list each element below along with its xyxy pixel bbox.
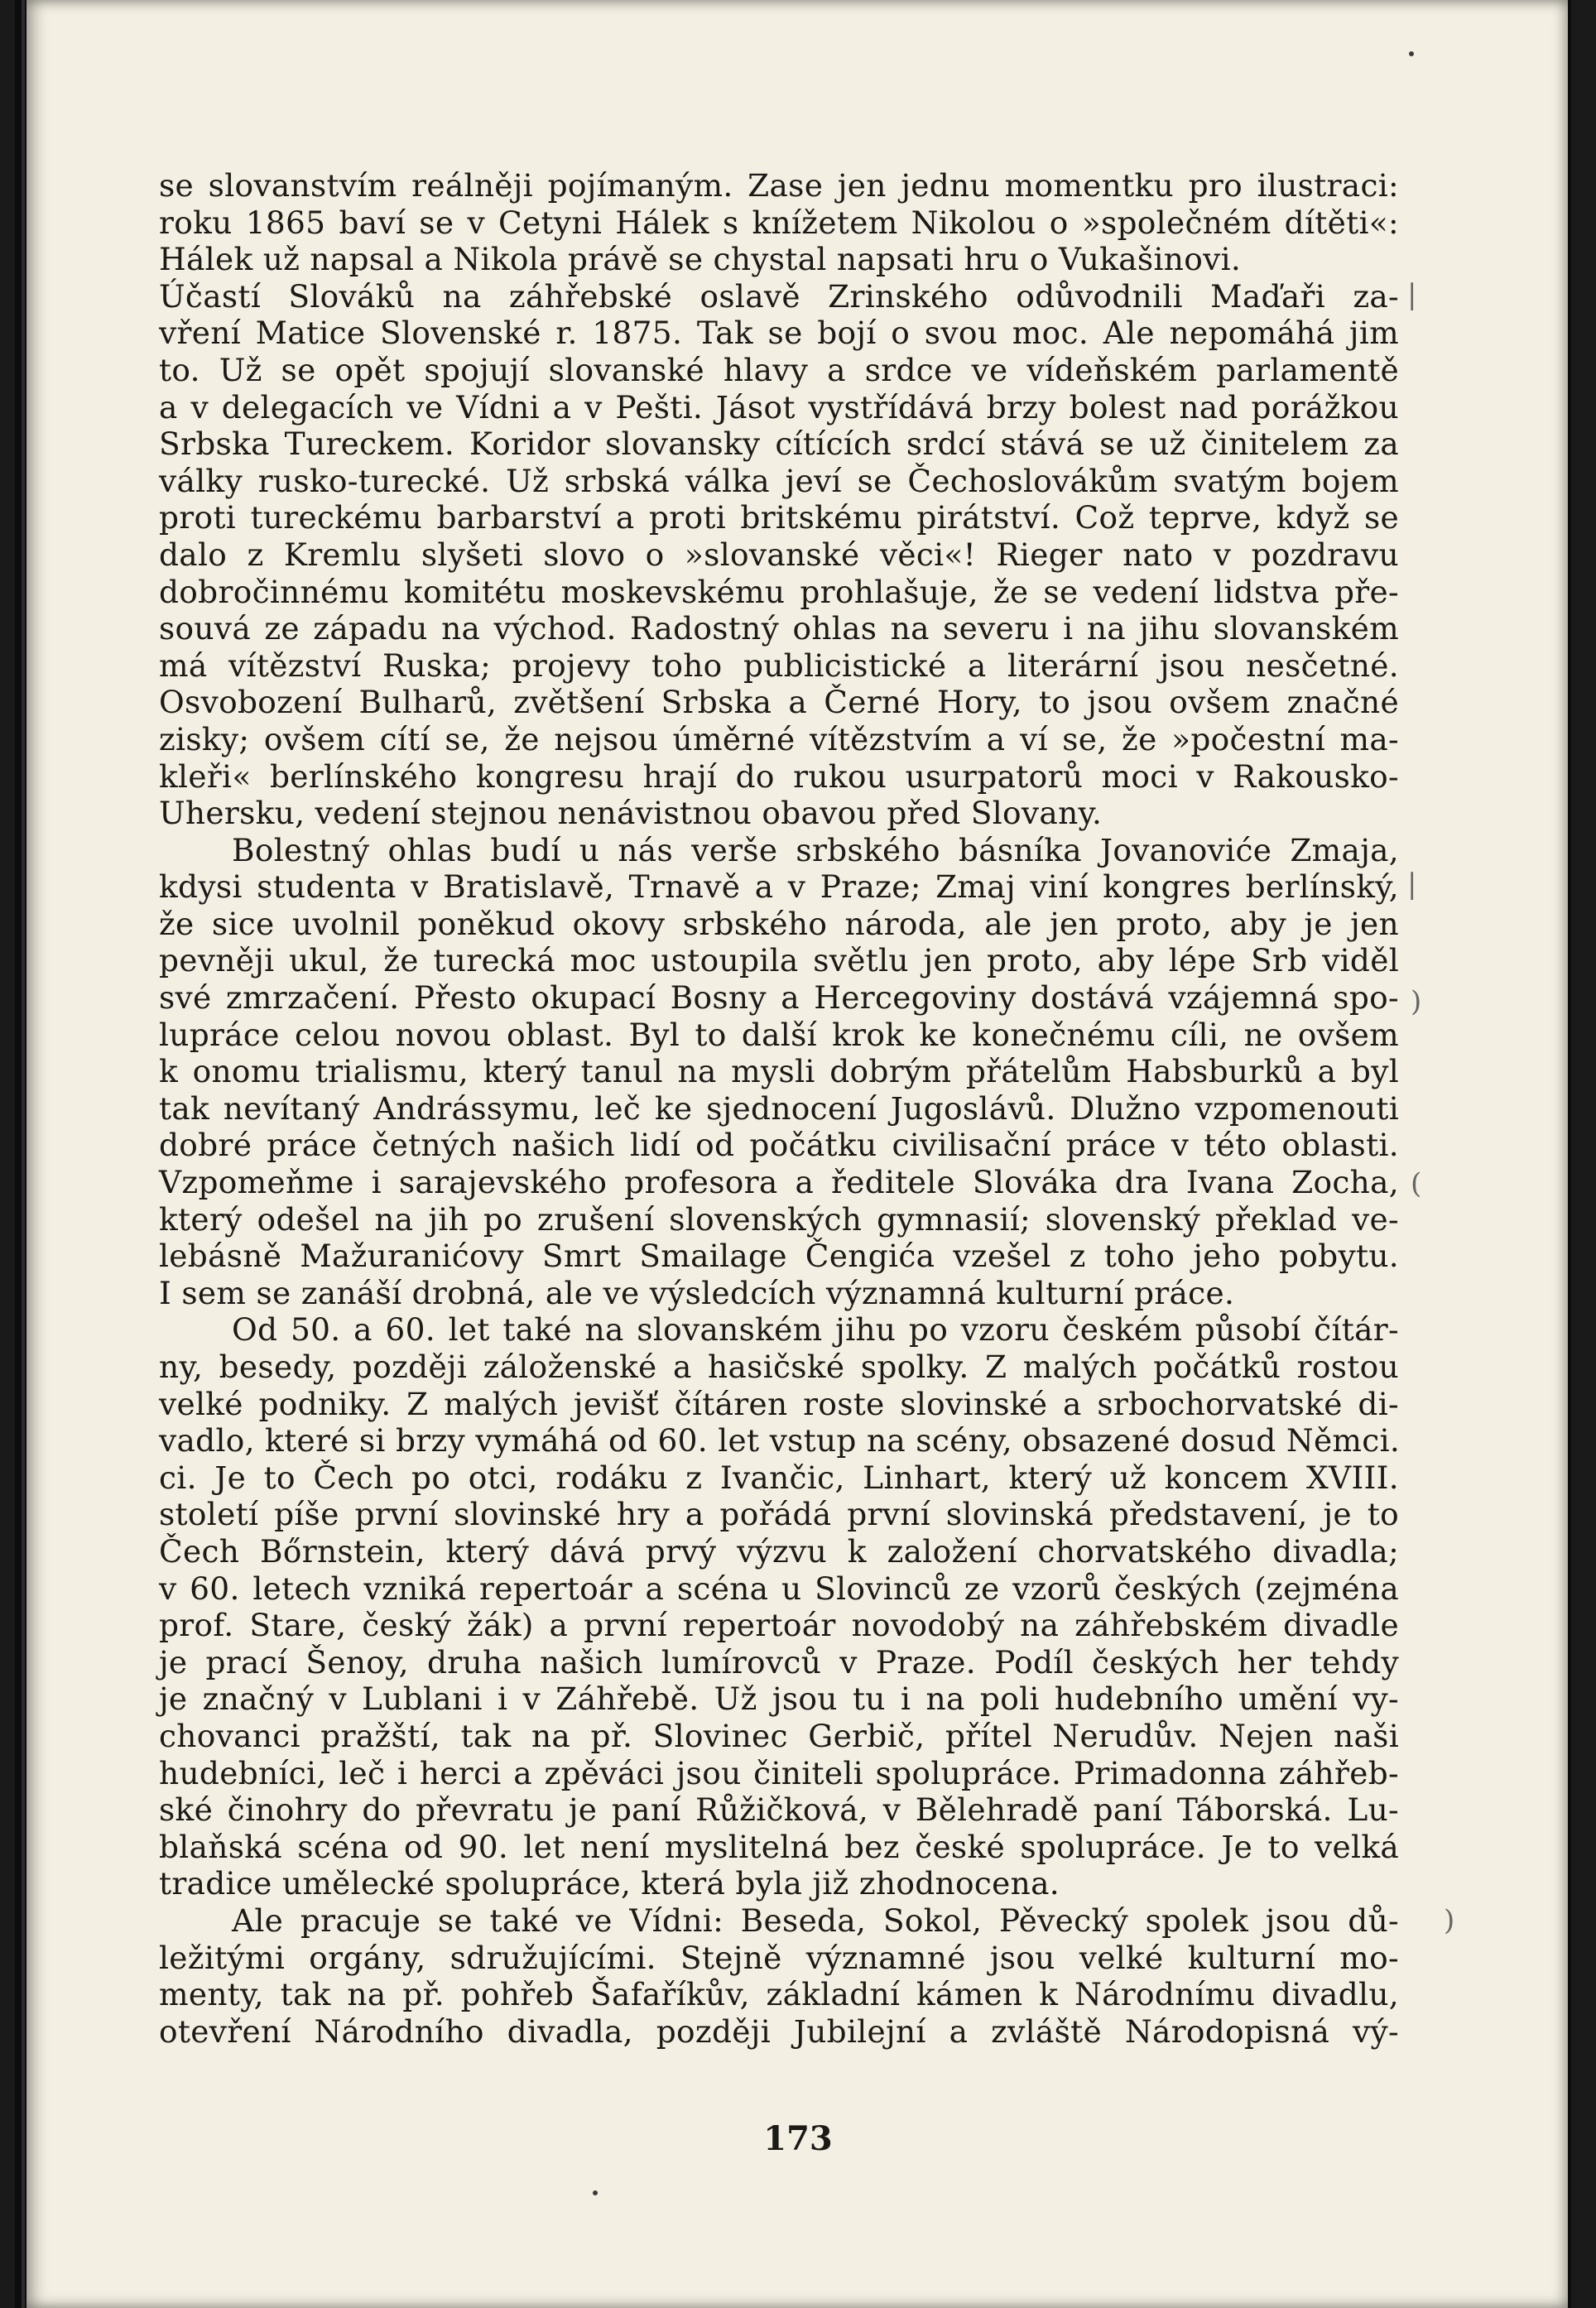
text-line: hudebníci, leč i herci a zpěváci jsou činiteli spolupráce. Primadonna záhřeb- [159, 1754, 1399, 1791]
text-line: Srbska Tureckem. Koridor slovansky cítících srdcí stává se už činitelem za [159, 426, 1399, 463]
margin-bar: ) [1411, 985, 1422, 1018]
book-spine-edge [0, 0, 15, 2308]
text-line: blaňská scéna od 90. let není myslitelná bez české spolupráce. Je to velká [159, 1828, 1399, 1865]
text-line: roku 1865 baví se v Cetyni Hálek s knížetem Nikolou o »společném dítěti«: [159, 204, 1399, 241]
text-line: v 60. letech vzniká repertoár a scéna u Slovinců ze vzorů českých (zejména [159, 1570, 1399, 1607]
text-line: tak nevítaný Andrássymu, leč ke sjednocení Jugoslávů. Dlužno vzpomenouti [159, 1089, 1399, 1127]
text-line: lupráce celou novou oblast. Byl to další krok ke konečnému cíli, ne ovšem [159, 1016, 1399, 1053]
text-line: menty, tak na př. pohřeb Šafaříkův, základní kámen k Národnímu divadlu, [159, 1976, 1399, 2013]
text-line: své zmrzačení. Přesto okupací Bosny a Hercegoviny dostává vzájemná spo- [159, 979, 1399, 1017]
text-line: ny, besedy, později záloženské a hasičské spolky. Z malých počátků rostou [159, 1349, 1399, 1385]
speck-mark [1409, 51, 1414, 56]
right-dark-edge [1571, 0, 1596, 2308]
text-line: Čech Bőrnstein, který dává prvý výzvu k založení chorvatského divadla; [159, 1532, 1399, 1570]
text-line: Ale pracuje se také ve Vídni: Beseda, Sokol, Pěvecký spolek jsou dů- [232, 1902, 1399, 1939]
text-line: chovanci pražští, tak na př. Slovinec Gerbič, přítel Nerudův. Nejen naši [159, 1717, 1399, 1754]
text-line: pevněji ukul, že turecká moc ustoupila světlu jen proto, aby lépe Srb viděl [159, 942, 1399, 979]
margin-bar: | [1407, 278, 1417, 311]
text-line: vření Matice Slovenské r. 1875. Tak se bojí o svou moc. Ale nepomáhá jim [159, 315, 1399, 352]
text-line: prof. Stare, český žák) a první repertoár novodobý na záhřebském divadle [159, 1607, 1399, 1644]
text-line: dobročinnému komitétu moskevskému prohlašuje, že se vedení lidstva pře- [159, 573, 1399, 610]
text-line: dalo z Kremlu slyšeti slovo o »slovanské věci«! Rieger nato v pozdravu [159, 536, 1399, 573]
margin-bar: ) [1444, 1904, 1455, 1937]
text-line: války rusko-turecké. Už srbská válka jeví se Čechoslovákům svatým bojem [159, 462, 1399, 499]
text-line: je prací Šenoy, druha našich lumírovců v Praze. Podíl českých her tehdy [159, 1643, 1399, 1681]
text-line: tradice umělecké spolupráce, která byla již zhodnocena. [159, 1865, 1060, 1902]
page-number: 173 [763, 2119, 833, 2158]
text-line: je značný v Lublani i v Záhřebě. Už jsou tu i na poli hudebního umění vy- [159, 1681, 1399, 1718]
text-line: a v delegacích ve Vídni a v Pešti. Jásot vystřídává brzy bolest nad porážkou [159, 388, 1399, 426]
text-line: ležitými orgány, sdružujícími. Stejně významné jsou velké kulturní mo- [159, 1939, 1399, 1976]
speck-mark [593, 2190, 598, 2195]
text-line: kdysi studenta v Bratislavě, Trnavě a v Praze; Zmaj viní kongres berlínský, [159, 868, 1399, 906]
text-line: proti tureckému barbarství a proti britskému pirátství. Což teprve, když se [159, 499, 1399, 536]
text-line: ské činohry do převratu je paní Růžičková, v Bělehradě paní Táborská. Lu- [159, 1791, 1399, 1829]
text-line: lebásně Mažuranićovy Smrt Smailage Čengića vzešel z toho jeho pobytu. [159, 1238, 1399, 1275]
text-line: Od 50. a 60. let také na slovanském jihu po vzoru českém působí čítár- [232, 1311, 1399, 1349]
text-line: dobré práce četných našich lidí od počátku civilisační práce v této oblasti. [159, 1127, 1399, 1164]
text-line: Bolestný ohlas budí u nás verše srbského básníka Jovanoviće Zmaja, [232, 831, 1399, 868]
text-line: zisky; ovšem cítí se, že nejsou úměrné vítězstvím a ví se, že »počestní ma- [159, 720, 1399, 757]
margin-bar: ( [1411, 1167, 1422, 1200]
text-line: Osvobození Bulharů, zvětšení Srbska a Černé Hory, to jsou ovšem značné [159, 684, 1399, 721]
text-line: Uhersku, vedení stejnou nenávistnou obavou před Slovany. [159, 795, 1103, 832]
text-line: k onomu trialismu, který tanul na mysli dobrým přátelům Habsburků a byl [159, 1053, 1399, 1090]
text-line: velké podniky. Z malých jevišť čítáren roste slovinské a srbochorvatské di- [159, 1385, 1399, 1422]
text-line: Hálek už napsal a Nikola právě se chystal napsati hru o Vukašinovi. [159, 241, 1242, 278]
text-line: století píše první slovinské hry a pořádá první slovinská představení, je to [159, 1496, 1399, 1533]
text-line: to. Už se opět spojují slovanské hlavy a srdce ve vídeňském parlamentě [159, 351, 1399, 388]
text-line: souvá ze západu na východ. Radostný ohlas na severu i na jihu slovanském [159, 610, 1399, 647]
text-line: který odešel na jih po zrušení slovenských gymnasií; slovenský překlad ve- [159, 1200, 1399, 1238]
text-line: vadlo, které si brzy vymáhá od 60. let vstup na scény, obsazené dosud Němci. [159, 1422, 1401, 1459]
text-line: se slovanstvím reálněji pojímaným. Zase jen jednu momentku pro ilustraci: [159, 167, 1399, 204]
text-line: ci. Je to Čech po otci, rodáku z Ivančic, Linhart, který už koncem XVIII. [159, 1459, 1399, 1496]
text-line: Vzpomeňme i sarajevského profesora a ředitele Slováka dra Ivana Zocha, [159, 1164, 1399, 1201]
text-line: otevření Národního divadla, později Jubilejní a zvláště Národopisná vý- [159, 2012, 1399, 2050]
binding-line [22, 0, 25, 2308]
body-text [159, 167, 1399, 2050]
text-line: Účastí Slováků na záhřebské oslavě Zrinského odůvodnili Maďaři za- [159, 277, 1399, 315]
text-line: kleři« berlínského kongresu hrají do rukou usurpatorů moci v Rakousko- [159, 757, 1399, 795]
text-line: má vítězství Ruska; projevy toho publicistické a literární jsou nesčetné. [159, 647, 1399, 684]
text-line: že sice uvolnil poněkud okovy srbského národa, ale jen proto, aby je jen [159, 905, 1399, 942]
text-line: I sem se zanáší drobná, ale ve výsledcích významná kulturní práce. [159, 1274, 1235, 1311]
margin-bar: | [1407, 868, 1417, 901]
